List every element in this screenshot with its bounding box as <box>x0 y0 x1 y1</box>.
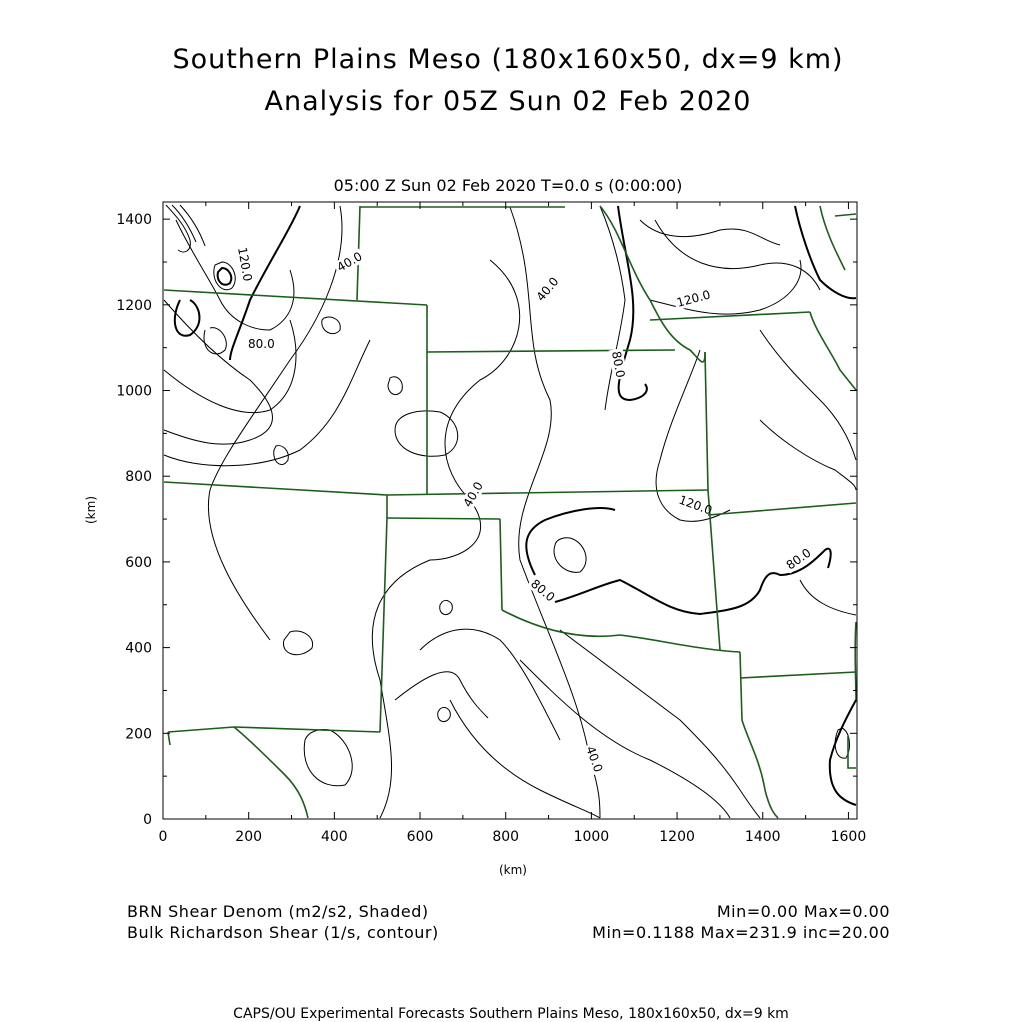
contour-label: 120.0 <box>675 287 712 310</box>
contour-label: 120.0 <box>676 492 715 518</box>
boundary-ok-north <box>387 518 500 519</box>
contour-sw-blob <box>304 729 352 785</box>
boundary-ne-corner <box>835 214 856 216</box>
plot-frame <box>163 202 857 819</box>
y-tick-label: 200 <box>125 726 152 743</box>
boundary-mo-south <box>708 503 856 515</box>
boundary-ar-south <box>740 672 856 678</box>
contour-west-2 <box>164 320 296 413</box>
contour-east-1 <box>760 420 856 490</box>
contour-mid-ring <box>554 538 586 573</box>
boundary-co-nm <box>164 482 387 495</box>
y-tick-label: 0 <box>143 812 152 828</box>
contour-se-3 <box>450 700 600 818</box>
contour-label: 40.0 <box>533 274 562 304</box>
legend-contour-name: Bulk Richardson Shear (1/s, contour) <box>127 923 439 942</box>
contour-40-east <box>510 207 600 818</box>
contour-closed-2 <box>388 377 402 395</box>
contour-closed-5 <box>283 631 312 655</box>
legend-contour-stats: Min=0.1188 Max=231.9 inc=20.00 <box>592 923 890 942</box>
x-tick-label: 1600 <box>830 829 867 845</box>
contour-closed-3 <box>322 317 340 334</box>
boundary-ia-mo <box>650 312 810 320</box>
contour-nw-b <box>175 300 200 336</box>
boundary-sw-texas <box>168 727 380 732</box>
plot-title-line2: Analysis for 05Z Sun 02 Feb 2020 <box>264 86 752 117</box>
y-axis-ticks <box>163 219 857 819</box>
contour-nw-ring2 <box>218 268 232 285</box>
x-tick-label: 200 <box>235 829 263 845</box>
y-axis-tick-labels <box>116 212 152 828</box>
contour-ne-heavy <box>795 206 856 298</box>
x-axis-tick-labels <box>159 829 867 845</box>
y-axis-label: (km) <box>84 495 98 525</box>
contour-label: 80.0 <box>528 576 558 605</box>
contour-label: 80.0 <box>609 350 628 379</box>
contour-west-1 <box>164 300 273 444</box>
boundary-rio-grande <box>168 727 308 818</box>
y-tick-label: 1400 <box>116 212 152 229</box>
state-boundaries <box>164 206 856 818</box>
y-tick-label: 1000 <box>116 383 152 400</box>
legend-shaded-stats: Min=0.00 Max=0.00 <box>716 902 890 921</box>
contour-ne-5 <box>760 330 856 460</box>
x-tick-label: 400 <box>320 829 348 845</box>
contour-se-heavy <box>830 700 856 805</box>
x-tick-label: 800 <box>492 829 520 845</box>
y-tick-label: 1200 <box>116 297 152 314</box>
x-tick-label: 1400 <box>744 829 781 845</box>
x-tick-label: 1000 <box>573 829 610 845</box>
contour-west-3 <box>164 340 370 466</box>
contour-label: 120.0 <box>235 246 255 283</box>
contour-label: 80.0 <box>248 337 275 351</box>
boundary-ks-south <box>387 490 708 495</box>
contour-ne-3 <box>655 220 820 290</box>
boundary-wy-co <box>164 290 427 305</box>
x-tick-label: 1200 <box>659 829 695 845</box>
contour-40-mid <box>372 260 519 818</box>
boundary-ks-north <box>427 350 675 352</box>
boundary-red-river <box>502 610 740 652</box>
y-tick-label: 800 <box>125 469 152 486</box>
contour-south-b <box>420 629 560 740</box>
x-tick-label: 0 <box>158 829 168 845</box>
contour-east-2 <box>800 580 856 615</box>
boundary-ms-river <box>810 312 856 390</box>
valid-time-label: 05:00 Z Sun 02 Feb 2020 T=0.0 s (0:00:00) <box>333 176 683 195</box>
legend-shaded-name: BRN Shear Denom (m2/s2, Shaded) <box>127 902 429 921</box>
contour-80-se <box>526 508 615 575</box>
contour-closed-4 <box>274 446 289 465</box>
boundary-tx-panhandle <box>500 519 502 610</box>
contour-ne-2 <box>640 220 780 245</box>
contour-label: 80.0 <box>783 545 814 573</box>
contour-label: 40.0 <box>334 249 365 275</box>
boundary-nm-east <box>380 495 387 732</box>
contour-label: 40.0 <box>460 479 486 510</box>
x-axis-label: (km) <box>498 863 528 877</box>
contour-nw-c <box>204 328 226 354</box>
contour-south-a <box>395 672 488 718</box>
contour-closed-7 <box>438 707 451 721</box>
y-tick-label: 600 <box>125 554 152 571</box>
x-axis-ticks <box>163 202 848 819</box>
plot-title-line1: Southern Plains Meso (180x160x50, dx=9 km) <box>172 44 844 75</box>
contour-ne-4 <box>656 350 730 521</box>
contour-closed-6 <box>440 600 453 614</box>
x-tick-label: 600 <box>406 829 434 845</box>
contour-nw-swirl3 <box>180 205 205 246</box>
contour-ne-1 <box>600 206 628 410</box>
footer-credit: CAPS/OU Experimental Forecasts Southern Plains Meso, 180x160x50, dx=9 km <box>233 1006 789 1022</box>
y-tick-label: 400 <box>125 640 152 657</box>
contour-label: 40.0 <box>583 744 606 775</box>
